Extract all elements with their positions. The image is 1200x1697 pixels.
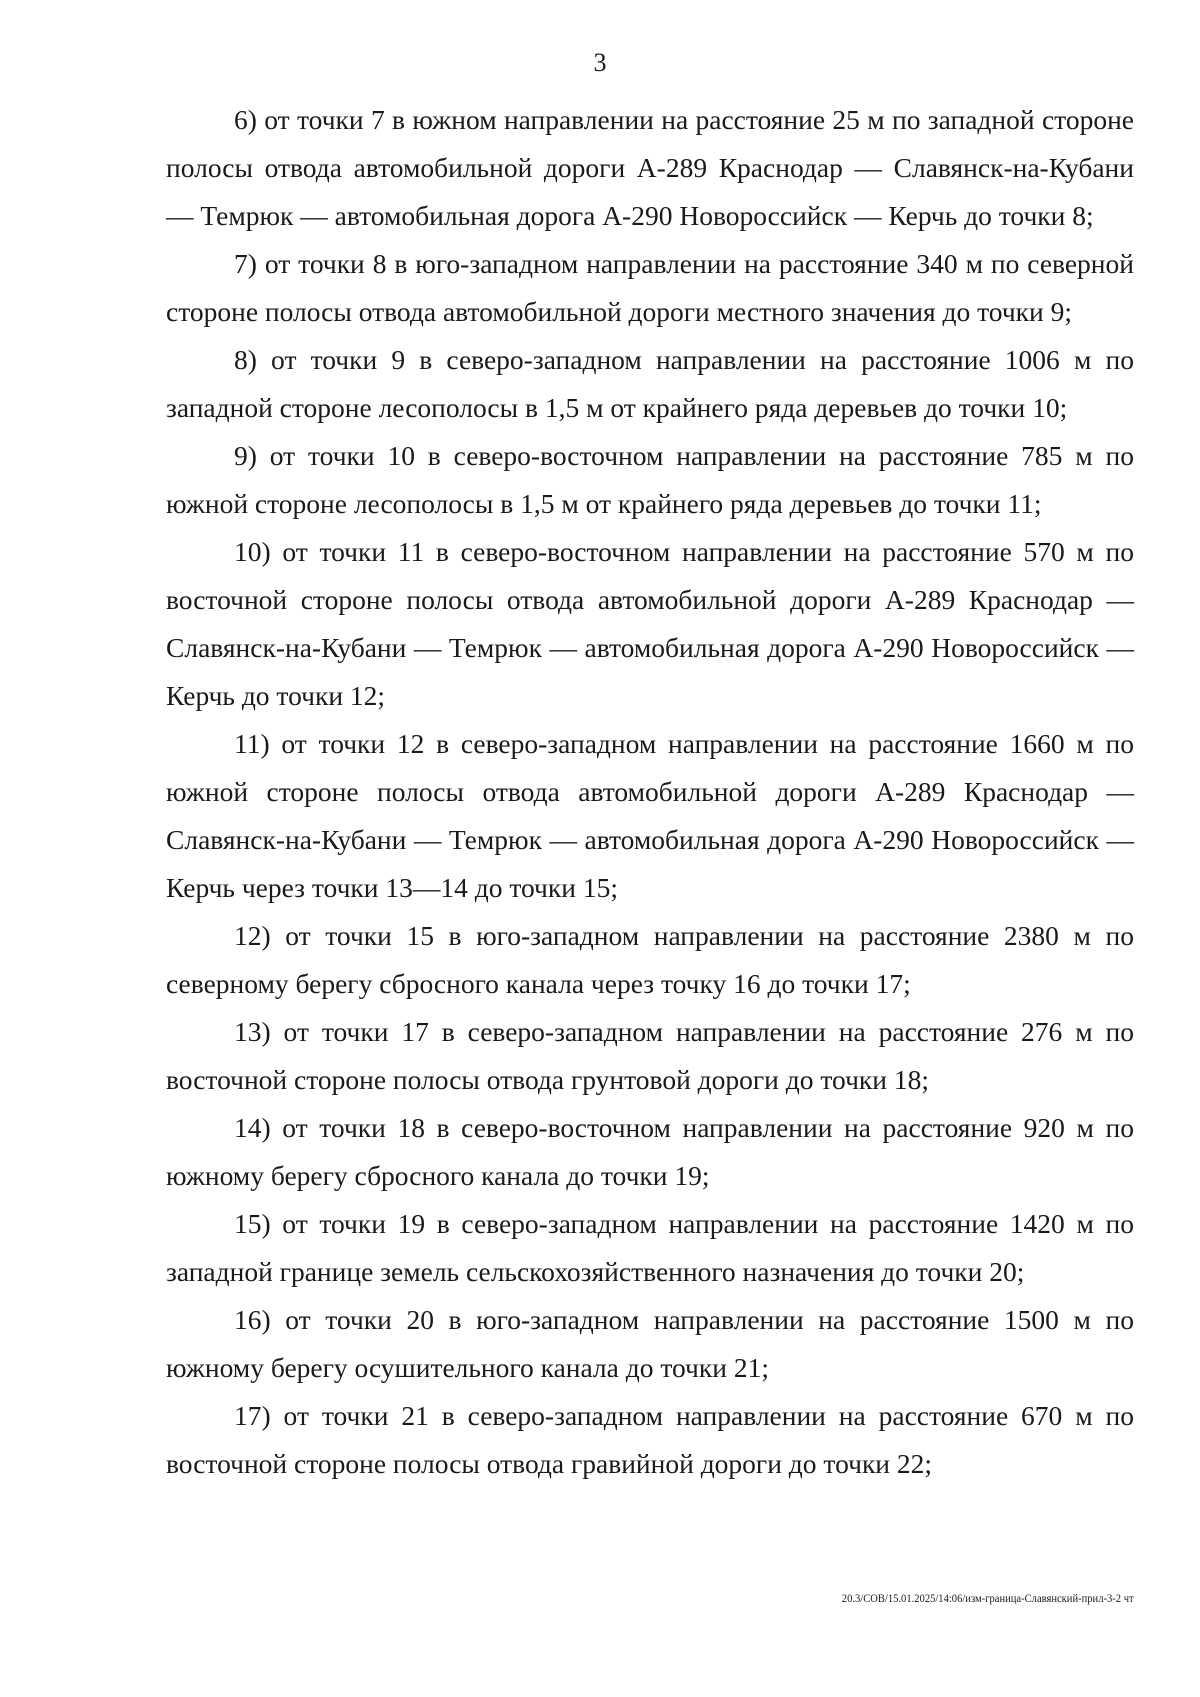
paragraph-item-12: 12) от точки 15 в юго-западном направлении на расстояние 2380 м по северному берегу сбросного канала через точку 16 до точки 17; <box>166 920 1134 999</box>
paragraph-item-14: 14) от точки 18 в северо-восточном направлении на расстояние 920 м по южному берегу сбросного канала до точки 19; <box>166 1112 1134 1191</box>
page-number: 3 <box>593 48 607 77</box>
paragraph-item-13: 13) от точки 17 в северо-западном направлении на расстояние 276 м по восточной стороне полосы отвода грунтовой дороги до точки 18; <box>166 1016 1134 1095</box>
footer-document-code: 20.3/СОВ/15.01.2025/14:06/изм-граница-Славянский-прил-3-2 чт <box>842 1591 1134 1605</box>
paragraph-item-9: 9) от точки 10 в северо-восточном направлении на расстояние 785 м по южной стороне лесополосы в 1,5 м от крайнего ряда деревьев до точки 11; <box>166 440 1134 519</box>
paragraph-item-16: 16) от точки 20 в юго-западном направлении на расстояние 1500 м по южному берегу осушительного канала до точки 21; <box>166 1304 1134 1383</box>
paragraph-item-11: 11) от точки 12 в северо-западном направлении на расстояние 1660 м по южной стороне полосы отвода автомобильной дороги А-289 Краснодар — Славянск-на-Кубани — Темрюк — автомобильная дорога А-290 Новороссийск — Керчь через точки 13—14 до точки 15; <box>166 728 1134 903</box>
paragraph-item-17: 17) от точки 21 в северо-западном направлении на расстояние 670 м по восточной стороне полосы отвода гравийной дороги до точки 22; <box>166 1400 1134 1479</box>
paragraph-item-6: 6) от точки 7 в южном направлении на расстояние 25 м по западной стороне полосы отвода автомобильной дороги А-289 Краснодар — Славянск-на-Кубани — Темрюк — автомобильная дорога А-290 Новороссийск — Керчь до точки 8; <box>166 104 1134 231</box>
paragraph-item-7: 7) от точки 8 в юго-западном направлении на расстояние 340 м по северной стороне полосы отвода автомобильной дороги местного значения до точки 9; <box>166 248 1134 327</box>
document-body <box>166 96 1134 1488</box>
paragraph-item-8: 8) от точки 9 в северо-западном направлении на расстояние 1006 м по западной стороне лесополосы в 1,5 м от крайнего ряда деревьев до точки 10; <box>166 344 1134 423</box>
paragraph-item-10: 10) от точки 11 в северо-восточном направлении на расстояние 570 м по восточной стороне полосы отвода автомобильной дороги А-289 Краснодар — Славянск-на-Кубани — Темрюк — автомобильная дорога А-290 Новороссийск — Керчь до точки 12; <box>166 536 1134 711</box>
paragraph-item-15: 15) от точки 19 в северо-западном направлении на расстояние 1420 м по западной границе земель сельскохозяйственного назначения до точки 20; <box>166 1208 1134 1287</box>
